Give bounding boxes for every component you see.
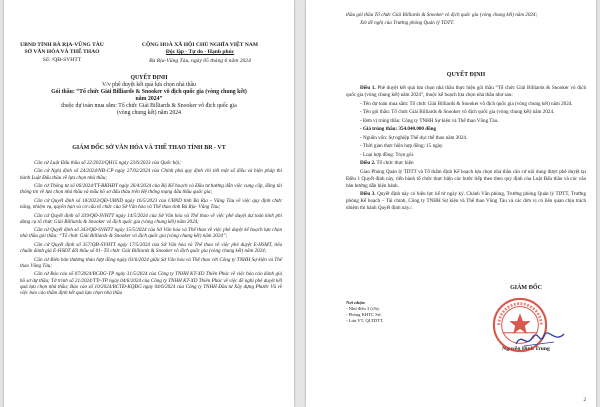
article-2-body: Giao Phòng Quản lý TDTT và Tổ thẩm định Kế hoạch lựa chọn nhà thầu căn cứ nội dung được phê duyệt tại Điều 1 Quyết định này, tiến hành tổ chức thực hiện các bước tiếp theo theo quy định của Luật Đấu thầu và các văn bản hướng dẫn hiện hành. <box>346 168 586 189</box>
recipient-item: - Phòng KHTC Sở; <box>346 312 382 317</box>
article-2-text: Tổ chức thực hiện <box>376 160 414 166</box>
article-1-label: Điều 1. <box>360 85 376 91</box>
basis-paragraph: Căn cứ Quyết định số 343/QĐ-SVHTT ngày 15/5/2024 của Sở Văn hóa và Thể thao về việc phê duyệt kế hoạch lựa chọn nhà thầu gói thầu: “Tổ chức Giải Billiards & Snooker vô địch quốc gia (vòng chung kết) năm 2024”; <box>20 227 282 240</box>
basis-paragraph: Căn cứ Quyết định số 357/QĐ-SVHTT ngày 17/5/2024 của Sở Văn hóa và Thể thao về việc phê duyệt E-HSMT, tiêu chuẩn đánh giá E-HSĐT đối thầu số 01- Tổ chức Giải Billiards & Snooker vô địch quốc gia (vòng chung kết) năm 2024; <box>20 241 282 255</box>
article-2 <box>346 160 586 167</box>
doc-subject: V/v phê duyệt kết quả lựa chọn nhà thầu <box>102 82 196 88</box>
nation-line1: CỘNG HOÀ XÃ HỘI CHỦ NGHĨA VIỆT NAM <box>141 42 259 48</box>
proposal-text: Xét đề nghị của Trưởng phòng Quản lý TDTT. <box>360 20 455 27</box>
recipient-item: - Như điều 3 (t/h); <box>346 306 380 311</box>
document-page-2 <box>306 0 596 407</box>
package-line1: Gói thầu: “Tổ chức Giải Billiards & Snooker vô địch quốc gia (vòng chung kết) <box>51 89 247 95</box>
article-1-item: - Loại hợp đồng: Trọn gói. <box>360 151 415 158</box>
decision-body <box>346 85 586 214</box>
basis-paragraph: Căn cứ Quyết định số 18/2023/QĐ-UBND ngày 16/5/2023 của UBND tỉnh Bà Rịa – Vũng Tàu về việc quy định chức năng, nhiệm vụ, quyền hạn và cơ cấu tổ chức của Sở Văn hóa và Thể thao tỉnh Bà Rịa- Vũng Tàu; <box>20 197 282 211</box>
basis-paragraph: Căn cứ Nghị định số 24/2024/NĐ-CP ngày 27/02/2024 của Chính phủ quy định chi tiết một số điều và biện pháp thi hành Luật Đấu thầu về lựa chọn nhà thầu; <box>20 168 282 181</box>
package-line2: năm 2024” <box>135 96 163 102</box>
article-1-item: - Nguồn vốn: Sự nghiệp Thể dục thể thao năm 2024. <box>360 134 468 141</box>
article-1-item: - Đơn vị trúng thầu: Công ty TNHH Sự kiện và Thể thao Vũng Tàu. <box>360 117 499 124</box>
signer-name: Nguyễn Đình Trung <box>502 346 550 352</box>
article-1-item: - Thời gian thực hiện hợp đồng: 15 ngày. <box>360 143 444 149</box>
article-1-text: Phê duyệt kết quả lựa chọn nhà thầu thực hiện gói thầu “Tổ chức Giải Billiards & Snooker vô địch quốc gia (vòng chung kết) năm 2024”, thuộc kế hoạch lựa chọn nhà thầu như sau: <box>346 85 586 98</box>
doc-ref: Số: /QĐ-SVHTT <box>42 57 82 63</box>
article-3 <box>346 191 586 212</box>
article-3-text: Quyết định này có hiệu lực kể từ ngày ký. Chánh Văn phòng, Trưởng phòng Quản lý TDTT, Trưởng phòng Kế hoạch – Tài chính, Công ty TNHH Sự kiện và Thể thao Vũng Tàu và các đơn vị có liên quan chịu trách nhiệm thi hành Quyết định này./. <box>346 191 586 211</box>
signer-role: GIÁM ĐỐC <box>510 285 542 291</box>
article-1 <box>346 85 586 99</box>
legal-basis <box>20 160 282 298</box>
article-1-item: - Giá trúng thầu: 354.040.000 đồng <box>360 126 436 132</box>
nation-header <box>110 42 290 65</box>
decision-heading: QUYẾT ĐỊNH <box>446 72 486 78</box>
estimate-line1: thuộc dự toán mua sắm: Tổ chức Giải Billiards & Snooker vô địch quốc gia <box>61 103 237 109</box>
basis-paragraph: Căn cứ Quyết định số 339/QĐ-SVHTT ngày 14/5/2024 của Sở Văn hóa và Thể thao về việc phê duyệt dự toán kinh phí dùng cụ tổ chức Giải Billiards & Snooker vô địch quốc gia (vòng chung kết) năm 2024; <box>20 212 282 225</box>
basis-continuation <box>346 12 586 29</box>
recipients-block <box>346 300 436 324</box>
authority-heading: GIÁM ĐỐC SỞ VĂN HÓA VÀ THỂ THAO TỈNH BR - VT <box>72 145 226 151</box>
agency-header <box>12 42 112 64</box>
recipients-label: Nơi nhận: <box>346 300 366 305</box>
recipient-item: - Lưu VT, QLTDTT. <box>346 318 384 323</box>
basis-paragraph: Căn cứ Thông tư số 06/2024/TT-BKHĐT ngày 26/4/2024 của Bộ Kế hoạch và Đầu tư hướng dẫn việc cung cấp, đăng tải thông tin về lựa chọn nhà thầu và mẫu hồ sơ đấu thầu trên Hệ thống mạng đấu thầu quốc gia; <box>20 183 282 196</box>
handwritten-signature-icon <box>514 330 566 350</box>
basis-paragraph: Căn cứ Báo cáo số 07/2024/BCĐG-TP ngày 31/5/2024 của Công ty TNHH KT-XD Thiên Phúc về việc báo cáo đánh giá hồ sơ dự thầu; Tờ trình số 21/2024/TTr-TP ngày 04/6/2024 của Công ty TNHH KT-XD Thiên Phúc về việc đề nghị phê duyệt kết quả lựa chọn nhà thầu; Báo cáo số 10/2024/BCTĐ-KQĐG ngày 04/6/2024 của Công ty TNHH Đầu tư Xây dựng Phước Vũ về việc báo cáo thẩm định kết quả lựa chọn nhà thầu <box>20 271 282 296</box>
page-number: 2 <box>583 398 586 403</box>
article-3-label: Điều 3. <box>360 191 376 197</box>
article-1-item: - Tên dự toán mua sắm: Tổ chức Giải Billiards & Snooker vô địch quốc gia (vòng chung kết) năm 2024. <box>360 100 573 107</box>
place-date: Bà Rịa-Vũng Tàu, ngày 05 tháng 6 năm 2024 <box>149 58 251 64</box>
document-page-1 <box>4 0 294 407</box>
doc-type: QUYẾT ĐỊNH <box>130 75 168 81</box>
basis-paragraph: Căn cứ Luật Đấu thầu số 22/2023/QH15 ngày 23/6/2023 của Quốc hội; <box>34 160 181 166</box>
decision-title-block <box>24 75 274 117</box>
nation-motto: Độc lập - Tự do - Hạnh phúc <box>165 49 235 55</box>
agency-line2: SỞ VĂN HÓA VÀ THỂ THAO <box>24 49 100 55</box>
article-2-label: Điều 2. <box>360 160 376 166</box>
continuation-text: thầu gói thầu Tổ chức Giải Billiards & Snooker vô địch quốc gia (vòng chung kết) năm 2024; <box>346 12 538 18</box>
article-1-item: - Tên gói thầu: Tổ chức Giải Billiards & Snooker vô địch quốc gia (vòng chung kết) năm 2024. <box>360 109 555 115</box>
estimate-line2: (vòng chung kết) năm 2024 <box>116 110 182 116</box>
agency-line1: UBND TỈNH BÀ RỊA-VŨNG TÀU <box>20 42 104 48</box>
basis-paragraph: Căn cứ Biên bản thương thảo hợp đồng ngày 03/6/2024 giữa Sở Văn hóa và Thể thao với Công ty TNHH Sự kiện và Thể thao Vũng Tàu; <box>20 256 282 269</box>
